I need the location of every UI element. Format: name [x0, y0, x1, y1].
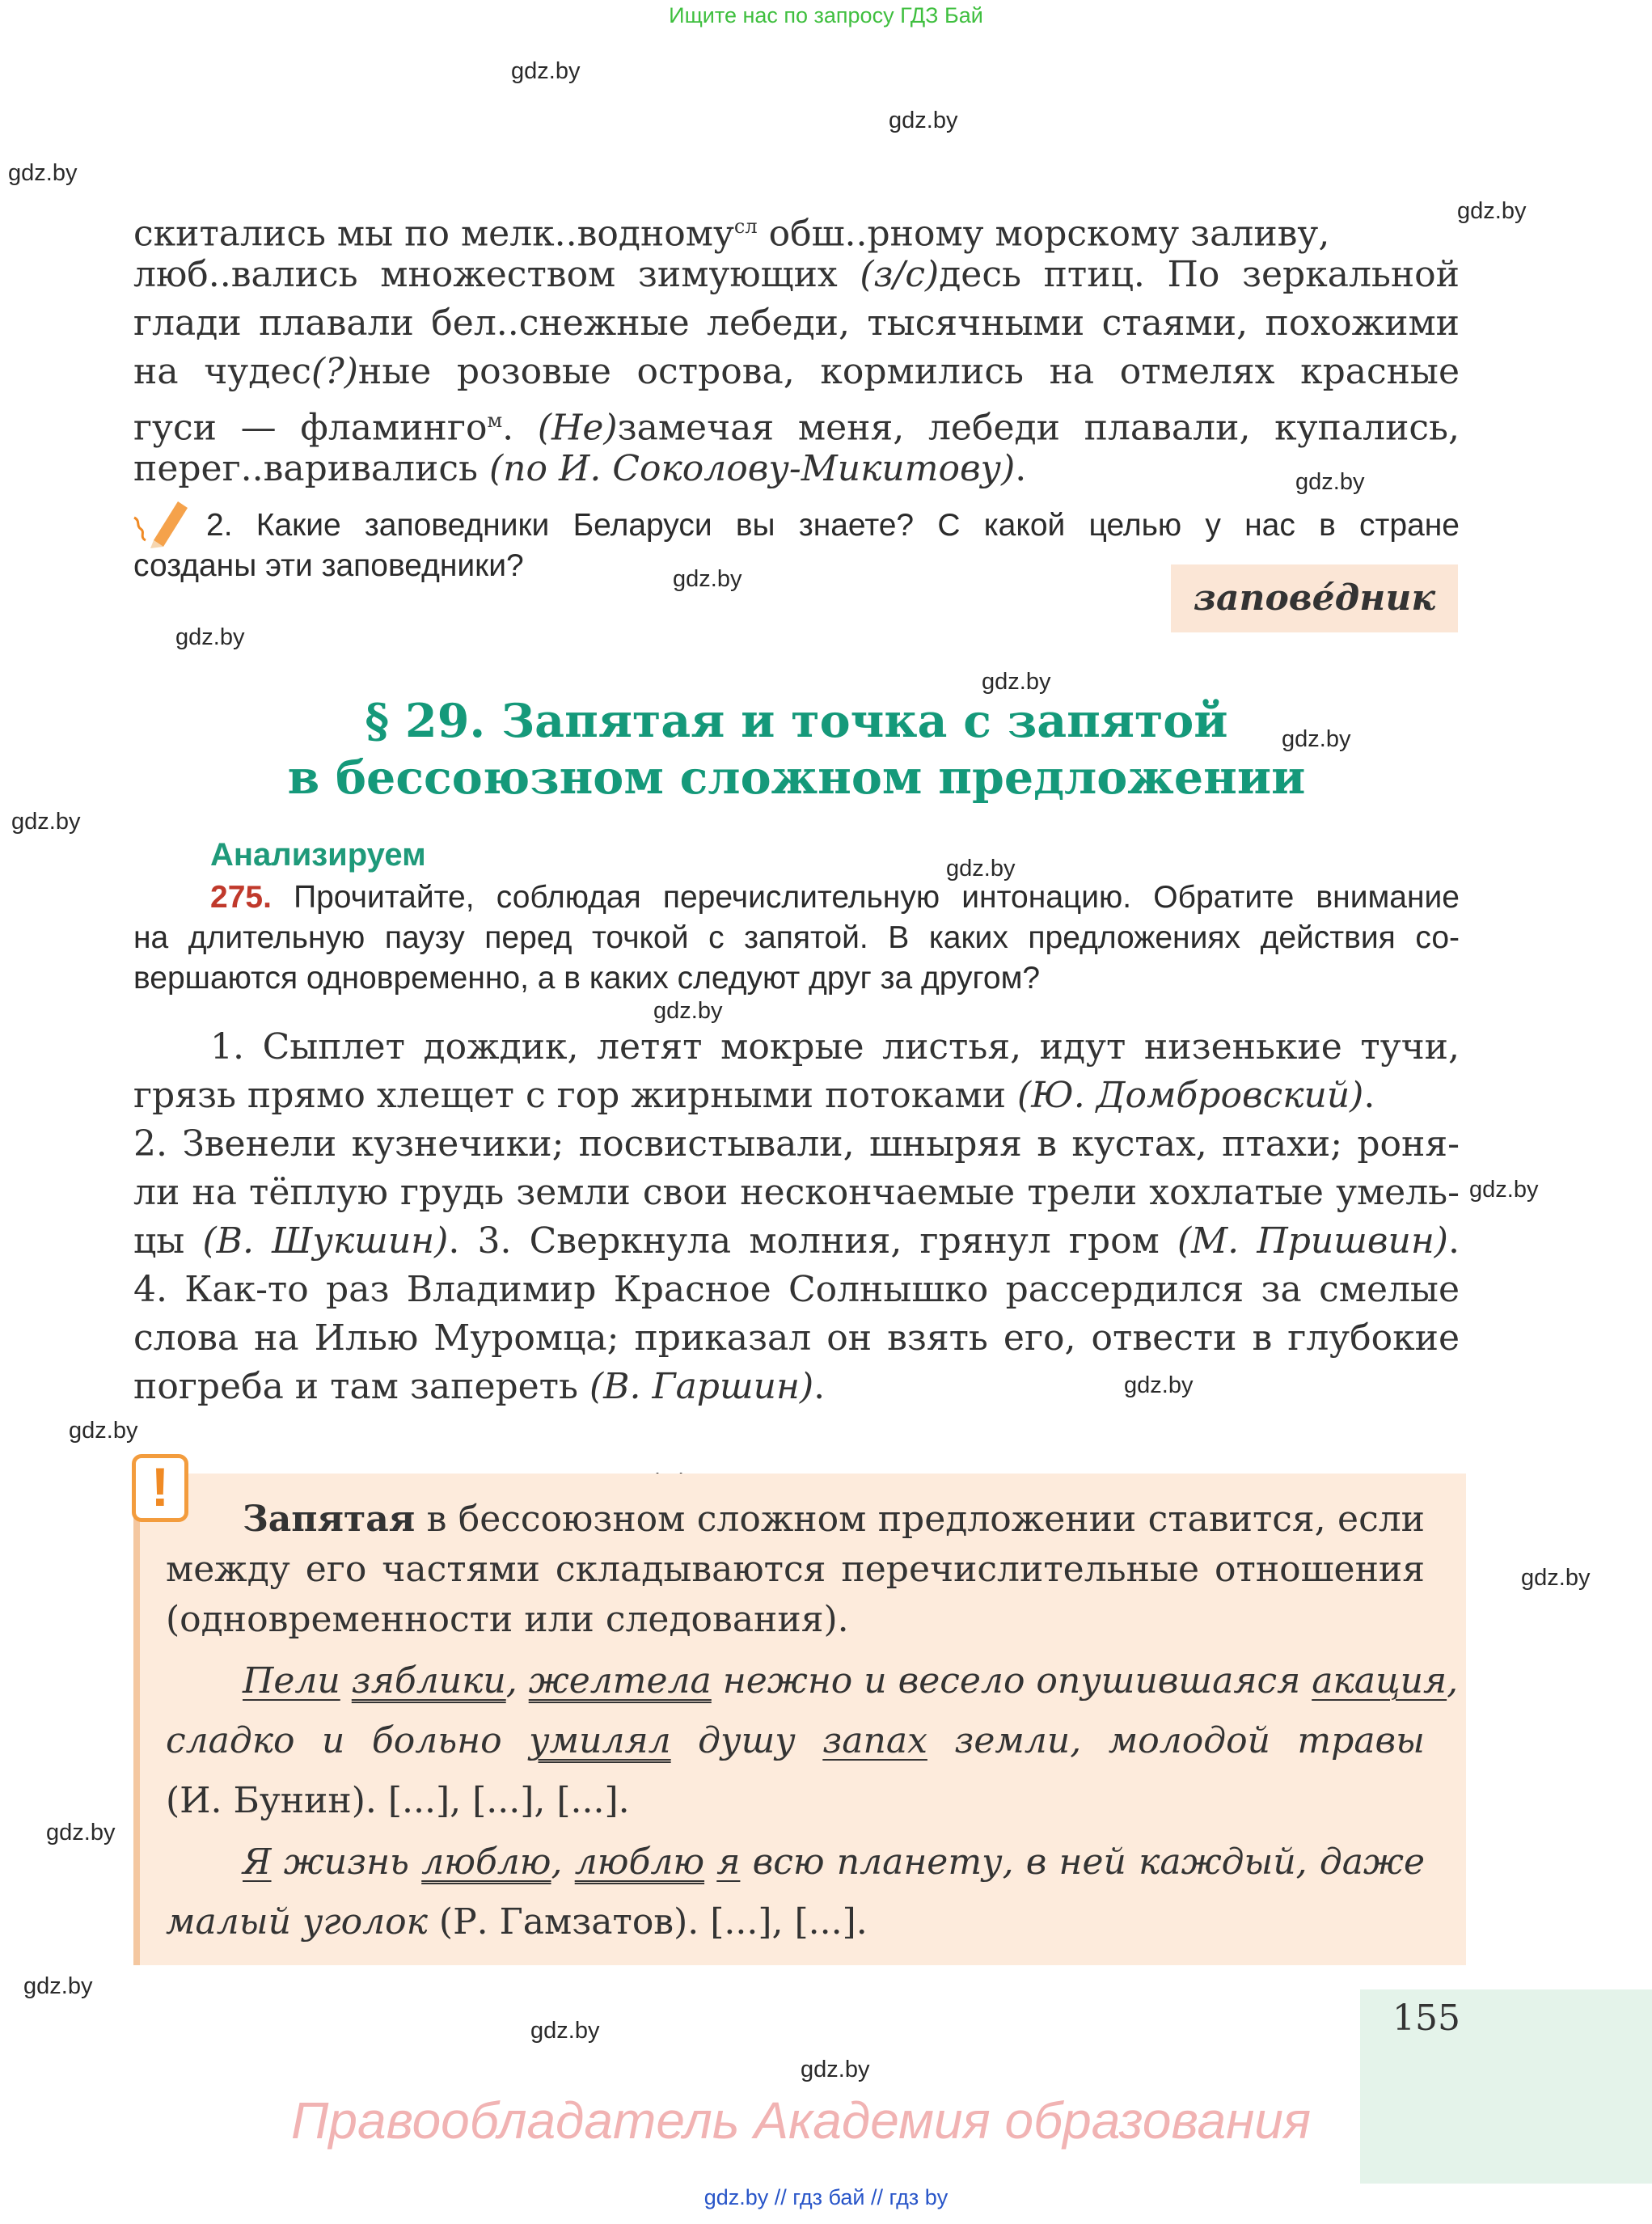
watermark: gdz.by	[946, 856, 1016, 882]
watermark: gdz.by	[1469, 1177, 1539, 1203]
watermark: gdz.by	[673, 566, 742, 592]
text-line: перег..варивались (по И. Соколову-Микитову).	[133, 448, 1027, 489]
text-line: скитались мы по мелк..водному$^{сл}$ обш..рному морскому заливу,	[133, 213, 1330, 255]
analyze-heading: Анализируем	[210, 837, 426, 873]
section-title-line1: § 29. Запятая и точка с запятой	[365, 694, 1228, 748]
watermark: gdz.by	[889, 108, 958, 133]
text-line: глади плавали бел..снежные лебеди, тысячными стаями, похожими	[133, 302, 1460, 344]
watermark: gdz.by	[511, 58, 581, 84]
section-title-line2: в бессоюзном сложном предложении	[287, 750, 1306, 805]
text-line: погреба и там запереть (В. Гаршин).	[133, 1366, 826, 1407]
watermark: gdz.by	[8, 160, 78, 186]
text-line: грязь прямо хлещет с гор жирными потоками (Ю. Домбровский).	[133, 1075, 1375, 1116]
watermark: gdz.by	[1124, 1372, 1194, 1398]
watermark: gdz.by	[1521, 1565, 1591, 1591]
exercise-275-line3: вершаются одновременно, а в каких следуют друг за другом?	[133, 961, 1041, 996]
rule-example1-line3: (И. Бунин). [...], [...], [...].	[166, 1780, 630, 1821]
rule-example1-line2: сладко и больно умилял душу запах земли, молодой травы	[166, 1720, 1425, 1761]
rule-line1: Запятая в бессоюзном сложном предложении ставится, если	[243, 1499, 1425, 1540]
text-line: гуси — фламинго$^м$. (Не)замечая меня, лебеди плавали, купались,	[133, 407, 1460, 449]
watermark: gdz.by	[175, 624, 245, 650]
warning-icon: !	[132, 1454, 188, 1522]
exercise-number: 275.	[210, 880, 272, 915]
watermark: gdz.by	[11, 809, 81, 835]
rule-example2-line2: малый уголок (Р. Гамзатов). [...], [...].	[166, 1901, 868, 1943]
watermark: gdz.by	[46, 1820, 116, 1846]
text-line: ли на тёплую грудь земли свои нескончаемые трели хохлатые умель-	[133, 1172, 1460, 1213]
watermark: gdz.by	[23, 1973, 93, 1999]
rule-line2: между его частями складываются перечислительные отношения	[166, 1549, 1425, 1590]
footer-links[interactable]: gdz.by // гдз бай // гдз by	[703, 2185, 949, 2209]
exercise-275-line1: 275. Прочитайте, соблюдая перечислительную интонацию. Обратите внимание	[210, 880, 1460, 915]
text-line: на чудес(?)ные розовые острова, кормились на отмелях красные	[133, 351, 1460, 392]
rule-example1-line1: Пели зяблики, желтела нежно и весело опушившаяся акация,	[243, 1660, 1459, 1702]
vocabulary-word: запове́дник	[1171, 564, 1458, 632]
rule-line3: (одновременности или следования).	[166, 1599, 849, 1640]
text-line: слова на Илью Муромца; приказал он взять его, отвести в глубокие	[133, 1317, 1460, 1359]
top-banner[interactable]: Ищите нас по запросу ГДЗ Бай	[669, 3, 983, 27]
watermark: gdz.by	[1282, 726, 1351, 752]
watermark: gdz.by	[530, 2018, 600, 2044]
text-line: цы (В. Шукшин). 3. Сверкнула молния, грянул гром (М. Пришвин).	[133, 1220, 1460, 1262]
watermark: gdz.by	[1295, 469, 1365, 495]
copyright-notice: Правообладатель Академия образования	[291, 2091, 1312, 2150]
question-2-line2: созданы эти заповедники?	[133, 548, 524, 583]
watermark: gdz.by	[982, 669, 1051, 695]
text-line: 2. Звенели кузнечики; посвистывали, шныряя в кустах, птахи; роня-	[133, 1123, 1460, 1165]
text-line: люб..вались множеством зимующих (з/с)десь птиц. По зеркальной	[133, 254, 1460, 295]
watermark: gdz.by	[653, 998, 723, 1024]
watermark: gdz.by	[801, 2057, 870, 2082]
pencil-icon	[129, 493, 194, 550]
text-line: 4. Как-то раз Владимир Красное Солнышко рассердился за смелые	[133, 1269, 1460, 1310]
question-2-line1: 2. Какие заповедники Беларуси вы знаете? С какой целью у нас в стране	[206, 508, 1460, 543]
rule-example2-line1: Я жизнь люблю, люблю я всю планету, в ней каждый, даже	[243, 1841, 1425, 1883]
page-number: 155	[1392, 1998, 1460, 2039]
watermark: gdz.by	[1457, 198, 1527, 224]
exercise-275-line2: на длительную паузу перед точкой с запятой. В каких предложениях действия со-	[133, 920, 1460, 955]
watermark: gdz.by	[69, 1418, 138, 1444]
text-line: 1. Сыплет дождик, летят мокрые листья, идут низенькие тучи,	[210, 1026, 1460, 1068]
